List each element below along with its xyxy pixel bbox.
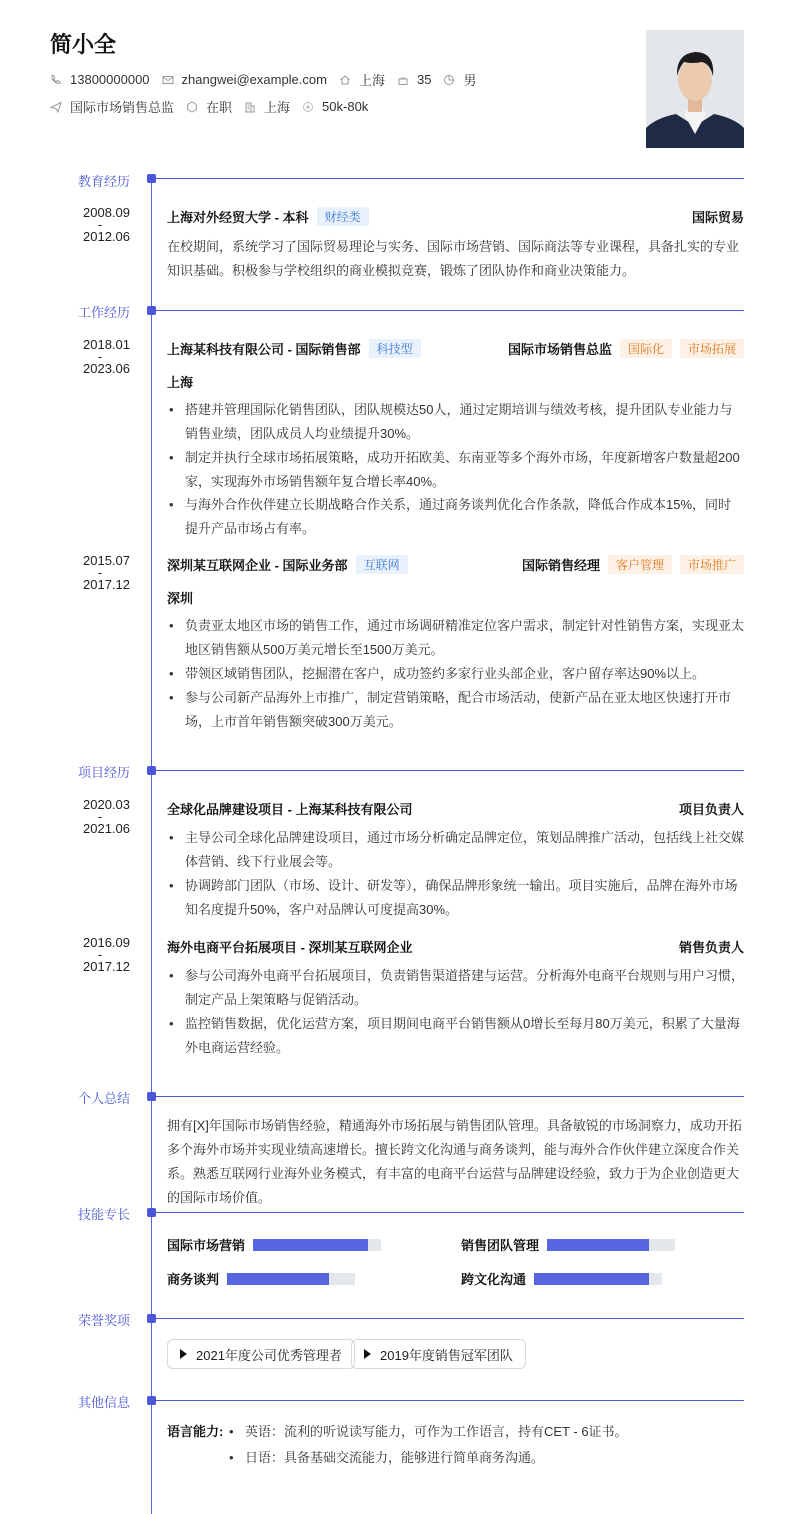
school-tag: 财经类: [317, 207, 369, 226]
play-icon: [364, 1349, 371, 1359]
work-date: 2015.07 - 2017.12: [70, 549, 130, 597]
work-date: 2018.01 - 2023.06: [70, 333, 130, 381]
award-text: 2019年度销售冠军团队: [380, 1347, 513, 1363]
avatar: [646, 30, 744, 148]
work-header: [167, 339, 744, 358]
list-item: • 参与公司新产品海外上市推广，制定营销策略，配合市场活动，使新产品在亚太地区快速打开市场，上市首年销售额突破300万美元。: [167, 686, 744, 734]
date-end: 2012.06: [83, 229, 130, 244]
section-marker: [147, 1092, 156, 1101]
section-marker: [147, 306, 156, 315]
date-start: 2020.03: [83, 797, 130, 812]
position-tag: 国际化: [620, 339, 672, 358]
date-start: 2018.01: [83, 337, 130, 352]
skill-bar: [253, 1239, 381, 1251]
position-tag: 市场拓展: [680, 339, 744, 358]
skill-bar: [227, 1273, 355, 1285]
list-item: • 搭建并管理国际化销售团队，团队规模达50人，通过定期培训与绩效考核，提升团队专业能力与销售业绩，团队成员人均业绩提升30%。: [167, 398, 744, 446]
list-item: • 协调跨部门团队（市场、设计、研发等），确保品牌形象统一输出。项目实施后，品牌在海外市场知名度提升50%，客户对品牌认可度提高30%。: [167, 874, 744, 922]
project-header: [167, 799, 744, 818]
section-divider: [156, 1318, 744, 1319]
section-title-summary: 个人总结: [77, 1091, 130, 1106]
section-title-education: 教育经历: [77, 174, 130, 189]
project-role: 项目负责人: [678, 802, 744, 817]
skill-bar: [534, 1273, 662, 1285]
language-label: 语言能力:: [167, 1424, 224, 1439]
candidate-name: 简小全: [50, 32, 117, 57]
section-title-project: 项目经历: [77, 765, 130, 780]
section-title-skills: 技能专长: [77, 1207, 130, 1222]
section-marker: [147, 1208, 156, 1217]
email-text: zhangwei@example.com: [181, 72, 327, 87]
company-name: 上海某科技有限公司 - 国际销售部: [167, 342, 361, 357]
date-end: 2017.12: [83, 577, 130, 592]
city-text: 上海: [358, 73, 385, 88]
list-item: • 负责亚太地区市场的销售工作，通过市场调研精准定位客户需求，制定针对性销售方案，实现亚太地区销售额从500万美元增长至1500万美元。: [167, 614, 744, 662]
section-divider: [156, 1400, 744, 1401]
phone-icon: [50, 74, 62, 86]
salary-icon: [302, 101, 314, 113]
list-item: • 与海外合作伙伴建立长期战略合作关系，通过商务谈判优化合作条款，降低合作成本15%，同时提升产品市场占有率。: [167, 493, 744, 541]
status-text: 在职: [206, 100, 233, 115]
skill-bar-fill: [547, 1239, 649, 1251]
section-marker: [147, 1396, 156, 1405]
section-title-awards: 荣誉奖项: [77, 1313, 130, 1328]
section-divider: [156, 310, 744, 311]
position-tag: 客户管理: [608, 555, 672, 574]
date-end: 2023.06: [83, 361, 130, 376]
skill-name: 国际市场营销: [167, 1238, 246, 1253]
award-text: 2021年度公司优秀管理者: [196, 1347, 342, 1363]
skill-item: [167, 1269, 355, 1288]
project-role: 销售负责人: [678, 940, 744, 955]
company-tag: 互联网: [356, 555, 408, 574]
contact-row-2: [50, 97, 368, 116]
section-title-other: 其他信息: [77, 1395, 130, 1410]
work-location: 深圳: [167, 591, 194, 606]
edu-header: [167, 207, 744, 226]
work-header: [167, 555, 744, 574]
major: 国际贸易: [691, 210, 744, 225]
summary-text: 拥有[X]年国际市场销售经验，精通海外市场拓展与销售团队管理。具备敏锐的市场洞察力，成功开拓多个海外市场并实现业绩高速增长。擅长跨文化沟通与商务谈判，能与海外合作伙伴建立深度合作关系。熟悉互联网行业海外业务模式，有丰富的电商平台运营与品牌建设经验，致力于为企业创造更大的国际市场价值。: [167, 1118, 742, 1205]
section-marker: [147, 1314, 156, 1323]
home-icon: [339, 74, 351, 86]
play-icon: [180, 1349, 187, 1359]
school-name: 上海对外经贸大学 - 本科: [167, 210, 309, 225]
date-start: 2016.09: [83, 935, 130, 950]
company-tag: 科技型: [369, 339, 421, 358]
job-target-text: 国际市场销售总监: [70, 100, 175, 115]
skill-bar: [547, 1239, 675, 1251]
contact-row-1: [50, 70, 476, 89]
age-icon: [397, 74, 409, 86]
award-badge: [351, 1339, 526, 1369]
section-title-work: 工作经历: [77, 305, 130, 320]
email-icon: [162, 74, 174, 86]
skill-item: [461, 1269, 662, 1288]
section-marker: [147, 766, 156, 775]
project-header: [167, 937, 744, 956]
salary-text: 50k-80k: [322, 99, 369, 114]
target-city-text: 上海: [264, 100, 291, 115]
skill-name: 商务谈判: [167, 1272, 220, 1287]
gender-text: 男: [463, 73, 477, 88]
edu-description: 在校期间，系统学习了国际贸易理论与实务、国际市场营销、国际商法等专业课程，具备扎实的专业知识基础。积极参与学校组织的商业模拟竞赛，锻炼了团队协作和商业决策能力。: [167, 239, 740, 278]
project-date: 2020.03 - 2021.06: [70, 793, 130, 841]
skill-bar-fill: [253, 1239, 368, 1251]
edu-date: 2008.09 - 2012.06: [70, 201, 130, 249]
send-icon: [50, 101, 62, 113]
project-title: 海外电商平台拓展项目 - 深圳某互联网企业: [167, 940, 413, 955]
section-divider: [156, 1096, 744, 1097]
status-icon: [186, 101, 198, 113]
skill-name: 跨文化沟通: [461, 1272, 527, 1287]
date-end: 2021.06: [83, 821, 130, 836]
skill-item: [167, 1235, 381, 1254]
section-divider: [156, 1212, 744, 1213]
position: 国际市场销售总监: [507, 342, 612, 357]
skill-item: [461, 1235, 675, 1254]
project-title: 全球化品牌建设项目 - 上海某科技有限公司: [167, 802, 413, 817]
age-text: 35: [416, 72, 432, 87]
section-divider: [156, 178, 744, 179]
list-item: • 日语：具备基础交流能力，能够进行简单商务沟通。: [227, 1446, 744, 1470]
company-name: 深圳某互联网企业 - 国际业务部: [167, 558, 348, 573]
skill-bar-fill: [534, 1273, 649, 1285]
skill-bar-fill: [227, 1273, 329, 1285]
gender-icon: [443, 74, 455, 86]
building-icon: [244, 101, 256, 113]
date-start: 2015.07: [83, 553, 130, 568]
skill-name: 销售团队管理: [461, 1238, 540, 1253]
section-divider: [156, 770, 744, 771]
date-start: 2008.09: [83, 205, 130, 220]
position: 国际销售经理: [521, 558, 600, 573]
list-item: • 主导公司全球化品牌建设项目，通过市场分析确定品牌定位，策划品牌推广活动，包括线上社交媒体营销、线下行业展会等。: [167, 826, 744, 874]
position-tag: 市场推广: [680, 555, 744, 574]
phone-text: 13800000000: [70, 72, 150, 87]
list-item: • 英语：流利的听说读写能力，可作为工作语言，持有CET - 6证书。: [227, 1420, 744, 1444]
section-marker: [147, 174, 156, 183]
project-date: 2016.09 - 2017.12: [70, 931, 130, 979]
list-item: • 制定并执行全球市场拓展策略，成功开拓欧美、东南亚等多个海外市场，年度新增客户数量超200家，实现海外市场销售额年复合增长率40%。: [167, 446, 744, 494]
list-item: • 带领区域销售团队，挖掘潜在客户，成功签约多家行业头部企业，客户留存率达90%以上。: [167, 662, 744, 686]
list-item: • 参与公司海外电商平台拓展项目，负责销售渠道搭建与运营。分析海外电商平台规则与用户习惯，制定产品上架策略与促销活动。: [167, 964, 744, 1012]
work-location: 上海: [167, 375, 194, 390]
list-item: • 监控销售数据，优化运营方案，项目期间电商平台销售额从0增长至每月80万美元，积累了大量海外电商运营经验。: [167, 1012, 744, 1060]
award-badge: [167, 1339, 355, 1369]
date-end: 2017.12: [83, 959, 130, 974]
